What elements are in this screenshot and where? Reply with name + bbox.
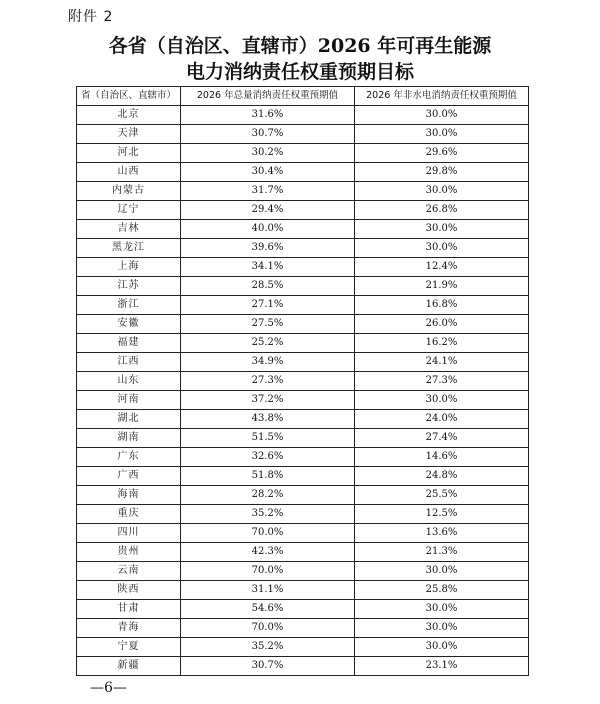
total-weight-cell: 70.0% [181, 562, 355, 581]
total-weight-cell: 30.4% [181, 163, 355, 182]
total-weight-cell: 31.1% [181, 581, 355, 600]
nonhydro-weight-cell: 27.3% [355, 372, 529, 391]
nonhydro-weight-cell: 24.1% [355, 353, 529, 372]
province-cell: 福建 [77, 334, 181, 353]
header-nonhydro-weight: 2026 年非水电消纳责任权重预期值 [355, 87, 529, 106]
province-cell: 山西 [77, 163, 181, 182]
province-cell: 贵州 [77, 543, 181, 562]
table-row [77, 296, 529, 315]
province-cell: 江西 [77, 353, 181, 372]
nonhydro-weight-cell: 16.2% [355, 334, 529, 353]
total-weight-cell: 28.2% [181, 486, 355, 505]
total-weight-cell: 70.0% [181, 524, 355, 543]
table-row [77, 220, 529, 239]
table-row [77, 277, 529, 296]
table-row [77, 562, 529, 581]
table-row [77, 657, 529, 676]
nonhydro-weight-cell: 30.0% [355, 220, 529, 239]
total-weight-cell: 34.1% [181, 258, 355, 277]
header-province: 省（自治区、直辖市） [77, 87, 181, 106]
nonhydro-weight-cell: 29.6% [355, 144, 529, 163]
total-weight-cell: 43.8% [181, 410, 355, 429]
nonhydro-weight-cell: 30.0% [355, 106, 529, 125]
total-weight-cell: 40.0% [181, 220, 355, 239]
nonhydro-weight-cell: 30.0% [355, 125, 529, 144]
table-row [77, 619, 529, 638]
total-weight-cell: 54.6% [181, 600, 355, 619]
quota-table [76, 86, 529, 676]
province-cell: 陕西 [77, 581, 181, 600]
table-row [77, 410, 529, 429]
nonhydro-weight-cell: 13.6% [355, 524, 529, 543]
table-row [77, 543, 529, 562]
total-weight-cell: 31.7% [181, 182, 355, 201]
province-cell: 天津 [77, 125, 181, 144]
total-weight-cell: 27.5% [181, 315, 355, 334]
nonhydro-weight-cell: 30.0% [355, 562, 529, 581]
nonhydro-weight-cell: 26.0% [355, 315, 529, 334]
province-cell: 重庆 [77, 505, 181, 524]
table-row [77, 600, 529, 619]
table-header-row [77, 87, 529, 106]
province-cell: 湖北 [77, 410, 181, 429]
total-weight-cell: 27.3% [181, 372, 355, 391]
nonhydro-weight-cell: 12.4% [355, 258, 529, 277]
table-row [77, 581, 529, 600]
nonhydro-weight-cell: 25.5% [355, 486, 529, 505]
table-row [77, 353, 529, 372]
table-row [77, 372, 529, 391]
table-row [77, 638, 529, 657]
province-cell: 湖南 [77, 429, 181, 448]
nonhydro-weight-cell: 29.8% [355, 163, 529, 182]
nonhydro-weight-cell: 25.8% [355, 581, 529, 600]
table-body [77, 106, 529, 676]
total-weight-cell: 51.8% [181, 467, 355, 486]
province-cell: 河南 [77, 391, 181, 410]
nonhydro-weight-cell: 30.0% [355, 619, 529, 638]
attachment-label: 附件 2 [68, 9, 114, 25]
table-row [77, 315, 529, 334]
province-cell: 云南 [77, 562, 181, 581]
total-weight-cell: 30.2% [181, 144, 355, 163]
table-row [77, 448, 529, 467]
total-weight-cell: 32.6% [181, 448, 355, 467]
table-row [77, 486, 529, 505]
nonhydro-weight-cell: 26.8% [355, 201, 529, 220]
province-cell: 吉林 [77, 220, 181, 239]
total-weight-cell: 29.4% [181, 201, 355, 220]
province-cell: 辽宁 [77, 201, 181, 220]
province-cell: 广西 [77, 467, 181, 486]
nonhydro-weight-cell: 23.1% [355, 657, 529, 676]
nonhydro-weight-cell: 12.5% [355, 505, 529, 524]
province-cell: 上海 [77, 258, 181, 277]
nonhydro-weight-cell: 24.0% [355, 410, 529, 429]
total-weight-cell: 30.7% [181, 125, 355, 144]
nonhydro-weight-cell: 30.0% [355, 239, 529, 258]
document-title-line-2: 电力消纳责任权重预期目标 [185, 61, 414, 83]
province-cell: 四川 [77, 524, 181, 543]
nonhydro-weight-cell: 27.4% [355, 429, 529, 448]
province-cell: 广东 [77, 448, 181, 467]
table-row [77, 182, 529, 201]
nonhydro-weight-cell: 24.8% [355, 467, 529, 486]
document-title-line-1: 各省（自治区、直辖市）2026 年可再生能源 [108, 35, 492, 57]
province-cell: 内蒙古 [77, 182, 181, 201]
province-cell: 新疆 [77, 657, 181, 676]
province-cell: 黑龙江 [77, 239, 181, 258]
total-weight-cell: 42.3% [181, 543, 355, 562]
province-cell: 浙江 [77, 296, 181, 315]
total-weight-cell: 31.6% [181, 106, 355, 125]
province-cell: 江苏 [77, 277, 181, 296]
total-weight-cell: 35.2% [181, 505, 355, 524]
nonhydro-weight-cell: 30.0% [355, 600, 529, 619]
table-row [77, 125, 529, 144]
total-weight-cell: 35.2% [181, 638, 355, 657]
table-row [77, 429, 529, 448]
total-weight-cell: 34.9% [181, 353, 355, 372]
table-row [77, 334, 529, 353]
table-row [77, 201, 529, 220]
table-row [77, 144, 529, 163]
province-cell: 甘肃 [77, 600, 181, 619]
table-row [77, 467, 529, 486]
total-weight-cell: 27.1% [181, 296, 355, 315]
table-row [77, 239, 529, 258]
nonhydro-weight-cell: 21.9% [355, 277, 529, 296]
table-row [77, 163, 529, 182]
province-cell: 宁夏 [77, 638, 181, 657]
table-row [77, 391, 529, 410]
province-cell: 安徽 [77, 315, 181, 334]
nonhydro-weight-cell: 21.3% [355, 543, 529, 562]
province-cell: 河北 [77, 144, 181, 163]
page-number: —6— [90, 680, 127, 696]
nonhydro-weight-cell: 30.0% [355, 391, 529, 410]
province-cell: 青海 [77, 619, 181, 638]
total-weight-cell: 37.2% [181, 391, 355, 410]
table-row [77, 258, 529, 277]
total-weight-cell: 28.5% [181, 277, 355, 296]
nonhydro-weight-cell: 30.0% [355, 182, 529, 201]
table-row [77, 106, 529, 125]
province-cell: 北京 [77, 106, 181, 125]
table-row [77, 505, 529, 524]
nonhydro-weight-cell: 16.8% [355, 296, 529, 315]
header-total-weight: 2026 年总量消纳责任权重预期值 [181, 87, 355, 106]
nonhydro-weight-cell: 30.0% [355, 638, 529, 657]
nonhydro-weight-cell: 14.6% [355, 448, 529, 467]
province-cell: 海南 [77, 486, 181, 505]
total-weight-cell: 25.2% [181, 334, 355, 353]
total-weight-cell: 39.6% [181, 239, 355, 258]
total-weight-cell: 70.0% [181, 619, 355, 638]
total-weight-cell: 30.7% [181, 657, 355, 676]
total-weight-cell: 51.5% [181, 429, 355, 448]
table-row [77, 524, 529, 543]
province-cell: 山东 [77, 372, 181, 391]
